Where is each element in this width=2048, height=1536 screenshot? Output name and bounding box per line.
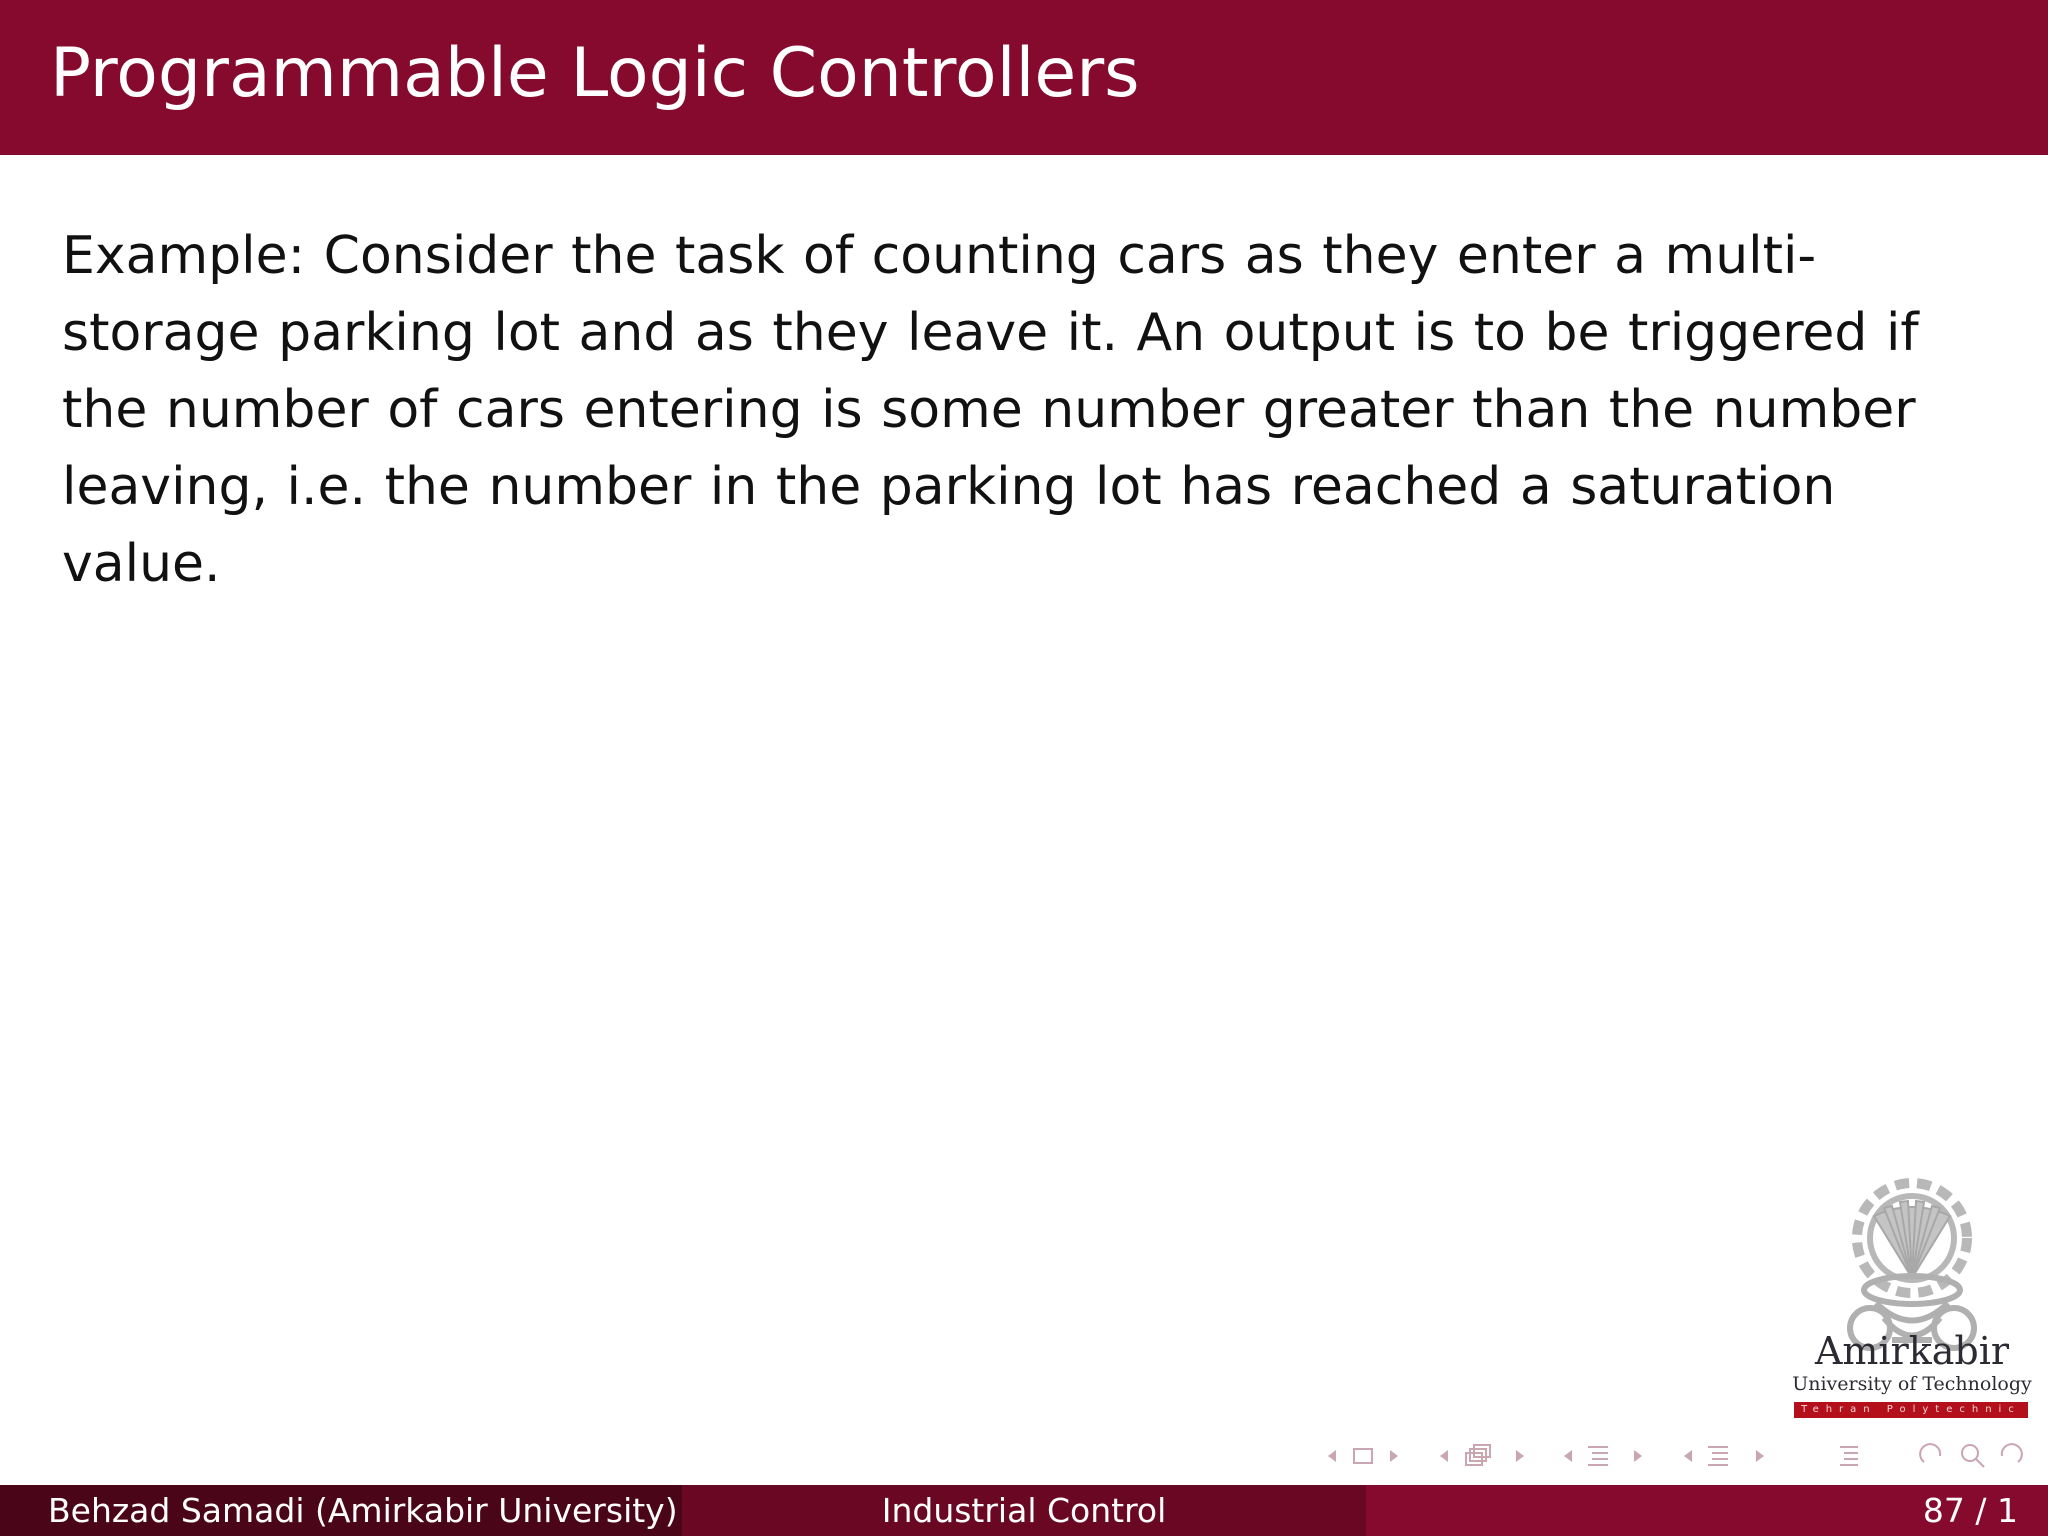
slide-title: Programmable Logic Controllers <box>50 34 1140 113</box>
footer-course: Industrial Control <box>682 1485 1366 1536</box>
logo-name: Amirkabir <box>1814 1329 2010 1373</box>
nav-section-next-icon[interactable] <box>1634 1450 1642 1462</box>
title-bar <box>0 0 2048 155</box>
nav-part-next-icon[interactable] <box>1756 1450 1764 1462</box>
footer-author: Behzad Samadi (Amirkabir University) <box>0 1485 682 1536</box>
nav-section-prev-icon[interactable] <box>1564 1450 1572 1462</box>
nav-outline-icon[interactable] <box>1840 1447 1858 1465</box>
beamer-navigation-bar[interactable] <box>1312 1438 2032 1474</box>
nav-back-icon[interactable] <box>1920 1444 1940 1462</box>
nav-forward-icon[interactable] <box>2002 1444 2022 1462</box>
nav-frame-prev-icon[interactable] <box>1328 1450 1336 1462</box>
nav-part-prev-icon[interactable] <box>1684 1450 1692 1462</box>
nav-search-icon[interactable] <box>1962 1445 1984 1467</box>
nav-frame-icon[interactable] <box>1354 1449 1372 1463</box>
slide-body-text: Example: Consider the task of counting cars as they enter a multi-storage parking lot and as they leave it. An output is to be triggered if the number of cars entering is some number greater than the number leaving, i.e. the number in the parking lot has reached a saturation value. <box>62 226 1919 594</box>
footer <box>0 1485 2048 1536</box>
nav-subsection-next-icon[interactable] <box>1516 1450 1524 1462</box>
footer-page-number: 87 / 1 <box>1366 1485 2048 1536</box>
nav-part-icon[interactable] <box>1708 1447 1728 1465</box>
logo-band: Tehran Polytechnic <box>1794 1402 2028 1418</box>
nav-frame-next-icon[interactable] <box>1390 1450 1398 1462</box>
nav-subsection-icon[interactable] <box>1466 1445 1490 1465</box>
nav-section-icon[interactable] <box>1588 1447 1608 1465</box>
nav-subsection-prev-icon[interactable] <box>1440 1450 1448 1462</box>
logo-subtitle: University of Technology <box>1792 1373 2032 1395</box>
